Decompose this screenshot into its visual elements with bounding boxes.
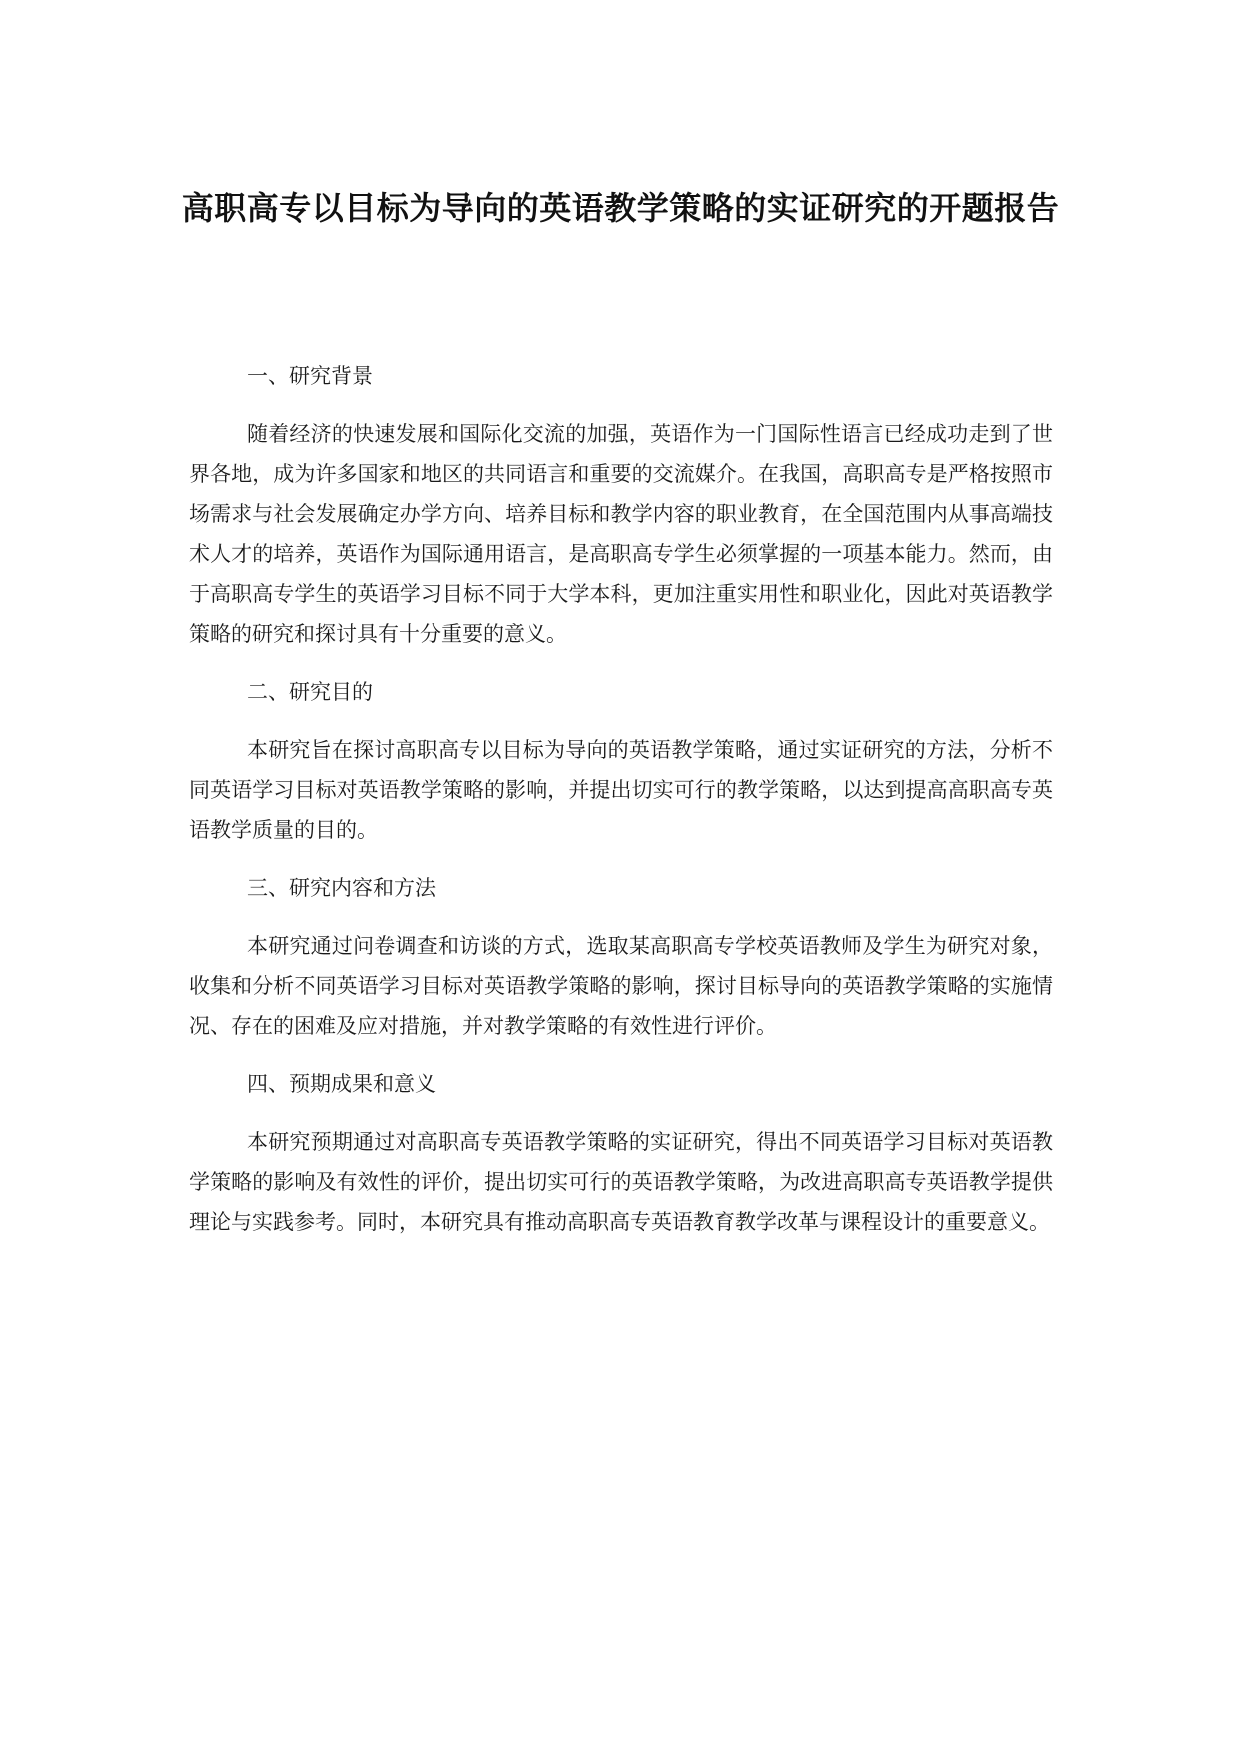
- section-heading-expected-results: 四、预期成果和意义: [247, 1072, 436, 1096]
- section-paragraph-background: 随着经济的快速发展和国际化交流的加强，英语作为一门国际性语言已经成功走到了世界各地，成为许多国家和地区的共同语言和重要的交流媒介。在我国，高职高专是严格按照市场需求与社会发展确定办学方向、培养目标和教学内容的职业教育，在全国范围内从事高端技术人才的培养，英语作为国际通用语言，是高职高专学生必须掌握的一项基本能力。然而，由于高职高专学生的英语学习目标不同于大学本科，更加注重实用性和职业化，因此对英语教学策略的研究和探讨具有十分重要的意义。: [189, 422, 1053, 646]
- section-paragraph-expected-results: 本研究预期通过对高职高专英语教学策略的实证研究，得出不同英语学习目标对英语教学策略的影响及有效性的评价，提出切实可行的英语教学策略，为改进高职高专英语教学提供理论与实践参考。同时，本研究具有推动高职高专英语教育教学改革与课程设计的重要意义。: [189, 1130, 1053, 1234]
- section-heading-background: 一、研究背景: [247, 364, 373, 388]
- document-title: 高职高专以目标为导向的英语教学策略的实证研究的开题报告: [181, 189, 1060, 227]
- section-paragraph-purpose: 本研究旨在探讨高职高专以目标为导向的英语教学策略，通过实证研究的方法，分析不同英语学习目标对英语教学策略的影响，并提出切实可行的教学策略，以达到提高高职高专英语教学质量的目的。: [189, 738, 1053, 842]
- document-body: [189, 356, 1053, 1260]
- section-heading-content-methods: 三、研究内容和方法: [247, 876, 436, 900]
- section-heading-purpose: 二、研究目的: [247, 680, 373, 704]
- section-paragraph-content-methods: 本研究通过问卷调查和访谈的方式，选取某高职高专学校英语教师及学生为研究对象，收集和分析不同英语学习目标对英语教学策略的影响，探讨目标导向的英语教学策略的实施情况、存在的困难及应对措施，并对教学策略的有效性进行评价。: [189, 934, 1053, 1038]
